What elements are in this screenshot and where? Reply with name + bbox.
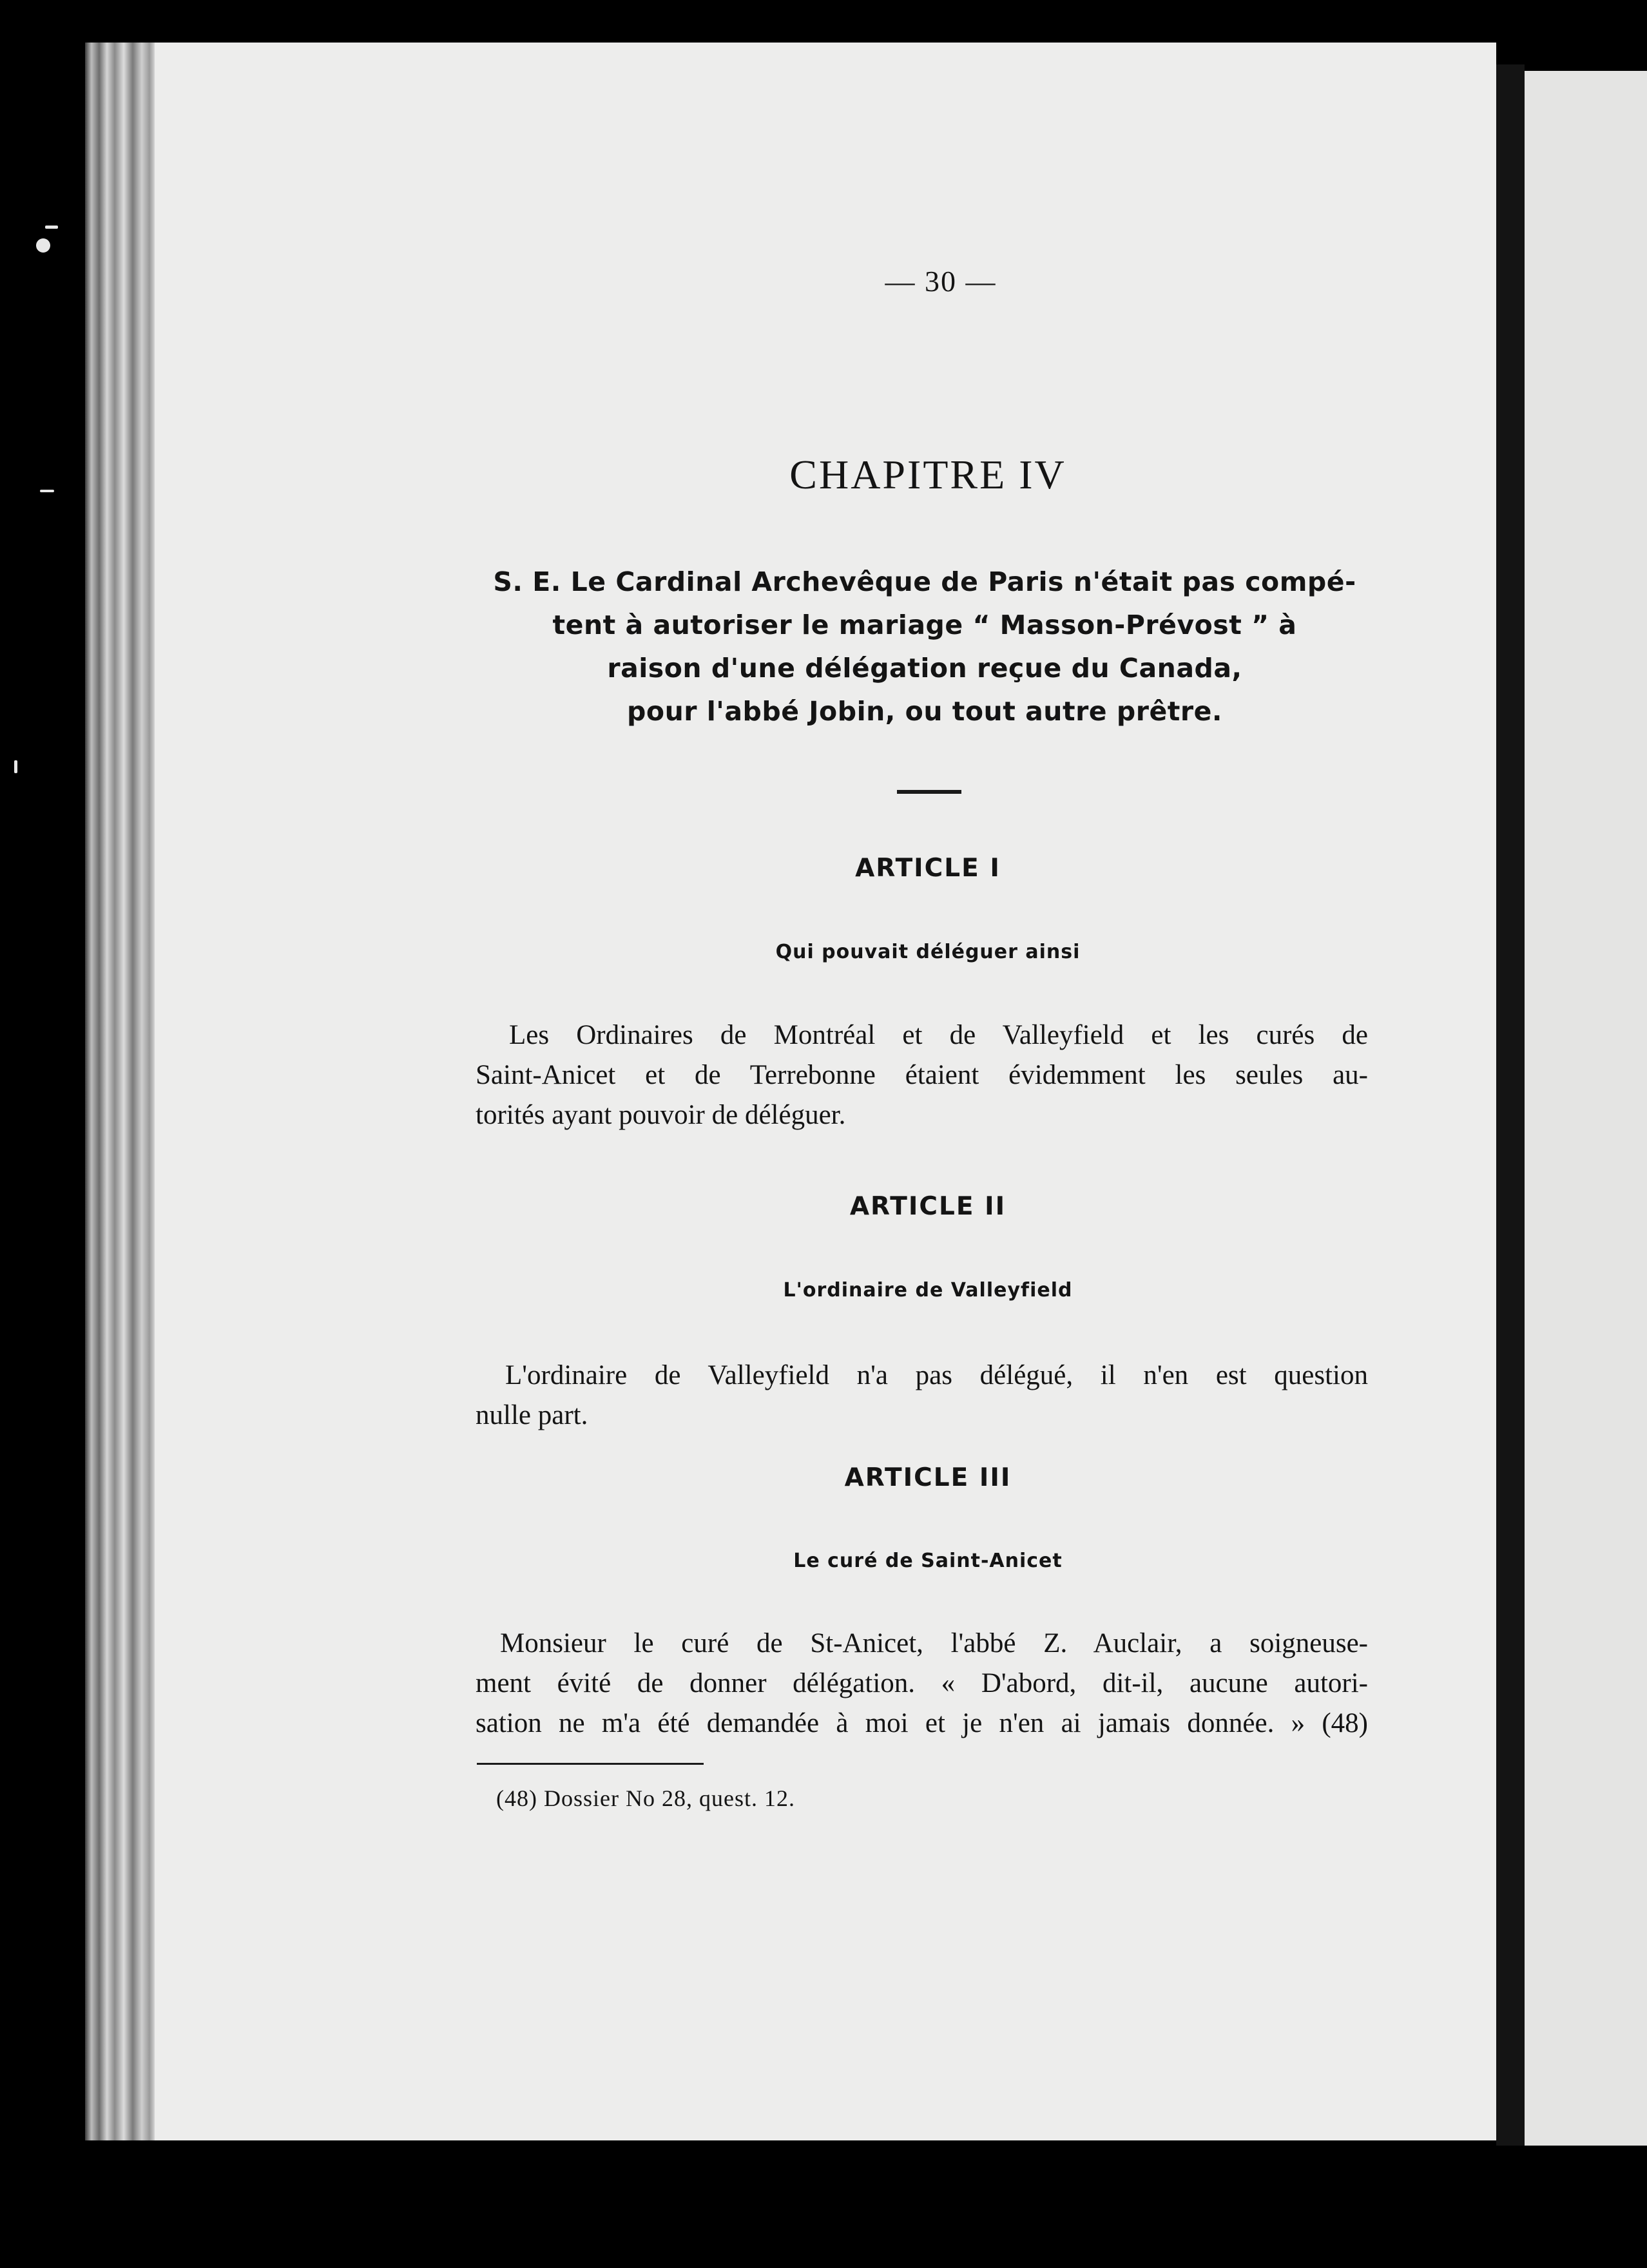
chapter-subtitle-line: tent à autoriser le mariage “ Masson-Prévost ” à [552,610,1297,640]
scan-speck [14,760,17,773]
paragraph-line: torités ayant pouvoir de déléguer. [476,1100,846,1130]
book-gutter [1496,64,1525,2146]
article-3-subheading: Le curé de Saint-Anicet [793,1550,1063,1572]
facing-page-edge [1525,71,1647,2146]
chapter-subtitle-line: raison d'une délégation reçue du Canada, [607,653,1242,684]
scan-speck [40,490,54,492]
article-3-paragraph [476,1624,1368,1744]
footnote-rule [477,1763,704,1765]
book-page-edges [85,43,156,2140]
article-2-paragraph [476,1356,1368,1436]
section-divider [897,790,961,794]
paragraph-line: Saint-Anicet et de Terrebonne étaient évidemment les seules au- [476,1060,1368,1090]
article-3-heading: ARTICLE III [844,1463,1012,1492]
chapter-subtitle [470,561,1379,733]
paragraph-line: Les Ordinaires de Montréal et de Valleyfield et les curés de [509,1020,1368,1050]
paragraph-line: ment évité de donner délégation. « D'abord, dit-il, aucune autori- [476,1668,1368,1698]
article-2-subheading: L'ordinaire de Valleyfield [783,1279,1073,1302]
footnote: (48) Dossier No 28, quest. 12. [496,1785,795,1811]
scan-speck [36,238,50,253]
chapter-subtitle-line: pour l'abbé Jobin, ou tout autre prêtre. [627,696,1222,727]
article-1-heading: ARTICLE I [855,854,1001,883]
paragraph-line: nulle part. [476,1400,588,1430]
paragraph-line: L'ordinaire de Valleyfield n'a pas délégué, il n'en est question [505,1360,1368,1390]
page-number: — 30 — [885,265,997,298]
article-1-paragraph [476,1015,1368,1135]
paragraph-line: sation ne m'a été demandée à moi et je n'en ai jamais donnée. » (48) [476,1708,1368,1738]
paragraph-line: Monsieur le curé de St-Anicet, l'abbé Z. Auclair, a soigneuse- [500,1628,1368,1658]
article-1-subheading: Qui pouvait déléguer ainsi [775,941,1081,963]
scan-speck [45,226,58,229]
chapter-title: CHAPITRE IV [789,452,1066,497]
chapter-subtitle-line: S. E. Le Cardinal Archevêque de Paris n'était pas compé- [493,566,1356,597]
article-2-heading: ARTICLE II [849,1192,1006,1221]
